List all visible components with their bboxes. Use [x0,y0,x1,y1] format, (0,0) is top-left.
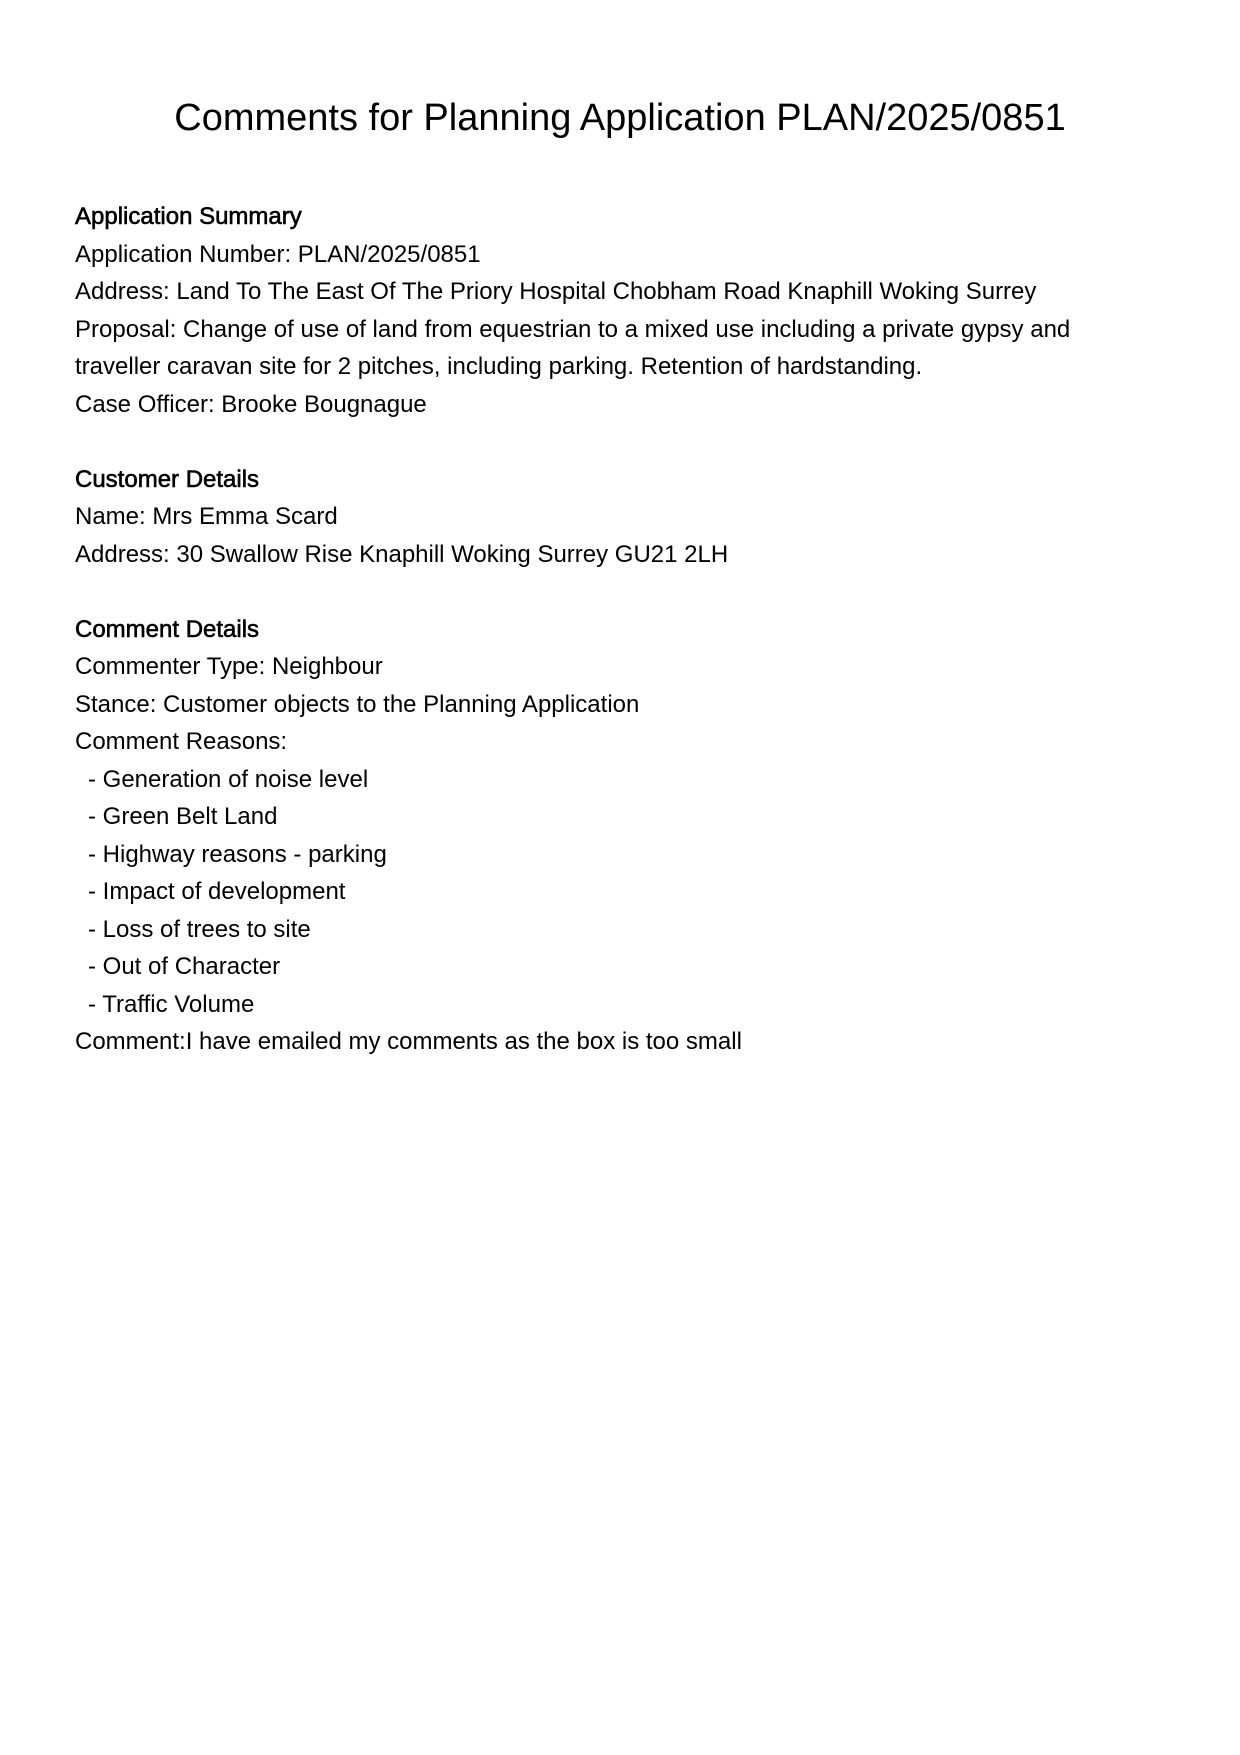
comment-reasons-label: Comment Reasons: [75,728,288,755]
comment-details-heading: Comment Details [75,615,260,643]
comment-reason-item: - Loss of trees to site [88,915,311,943]
stance: Stance: Customer objects to the Planning Application [75,690,640,718]
proposal-line-1: Proposal: Change of use of land from equestrian to a mixed use including a private gypsy and [75,315,1071,343]
proposal-line-2: traveller caravan site for 2 pitches, including parking. Retention of hardstanding. [75,353,923,380]
application-number: Application Number: PLAN/2025/0851 [75,240,481,268]
comment-reason-item: - Generation of noise level [88,765,369,793]
application-summary-heading: Application Summary [75,203,302,230]
commenter-type: Commenter Type: Neighbour [75,653,383,680]
comment-reason-item: - Impact of development [88,878,346,905]
comment-details-section [75,611,1175,1061]
application-summary-section [75,198,1175,423]
document-body [75,198,1175,1061]
comment-reason-item: - Out of Character [88,953,281,980]
customer-details-section [75,461,1175,574]
comment-reason-item: - Highway reasons - parking [88,840,387,868]
case-officer: Case Officer: Brooke Bougnague [75,390,427,418]
application-address: Address: Land To The East Of The Priory Hospital Chobham Road Knaphill Woking Surrey [75,278,1037,305]
customer-details-heading: Customer Details [75,465,260,493]
customer-name: Name: Mrs Emma Scard [75,503,338,530]
comment-text: Comment:I have emailed my comments as the box is too small [75,1028,742,1055]
customer-address: Address: 30 Swallow Rise Knaphill Woking Surrey GU21 2LH [75,540,729,568]
comment-reason-item: - Traffic Volume [88,990,255,1018]
comment-reason-item: - Green Belt Land [88,803,278,830]
page-title: Comments for Planning Application PLAN/2025/0851 [174,97,1066,139]
